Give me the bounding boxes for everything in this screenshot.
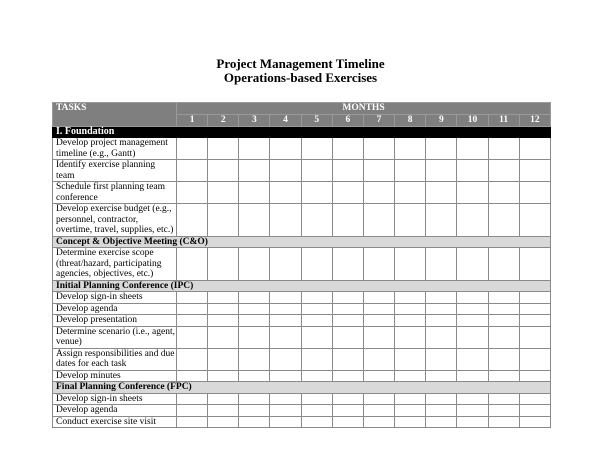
month-cell-5[interactable] (301, 138, 332, 160)
month-cell-11[interactable] (488, 292, 519, 304)
month-cell-8[interactable] (395, 416, 426, 428)
month-cell-9[interactable] (426, 370, 457, 382)
task-row (53, 204, 551, 237)
month-cell-12[interactable] (519, 326, 550, 348)
month-cell-6[interactable] (332, 393, 363, 405)
month-cell-2[interactable] (208, 182, 239, 204)
month-cell-9[interactable] (426, 182, 457, 204)
task-row (53, 326, 551, 348)
month-cell-5[interactable] (301, 204, 332, 237)
month-cell-1[interactable] (177, 370, 208, 382)
month-cell-1[interactable] (177, 303, 208, 315)
section-title: Final Planning Conference (FPC) (53, 382, 551, 394)
task-label: Develop presentation (53, 315, 177, 327)
month-cell-5[interactable] (301, 182, 332, 204)
month-cell-1[interactable] (177, 204, 208, 237)
month-cell-6[interactable] (332, 370, 363, 382)
month-cell-12[interactable] (519, 348, 550, 370)
month-cell-6[interactable] (332, 160, 363, 182)
month-cell-3[interactable] (239, 248, 270, 281)
month-cell-2[interactable] (208, 393, 239, 405)
month-cell-8[interactable] (395, 292, 426, 304)
month-header-12: 12 (519, 115, 550, 127)
month-cell-1[interactable] (177, 292, 208, 304)
month-cell-12[interactable] (519, 292, 550, 304)
month-header-9: 9 (426, 115, 457, 127)
month-cell-5[interactable] (301, 370, 332, 382)
month-cell-3[interactable] (239, 204, 270, 237)
month-header-3: 3 (239, 115, 270, 127)
month-cell-2[interactable] (208, 405, 239, 417)
month-cell-4[interactable] (270, 416, 301, 428)
month-cell-5[interactable] (301, 348, 332, 370)
month-cell-9[interactable] (426, 138, 457, 160)
month-cell-9[interactable] (426, 204, 457, 237)
month-cell-2[interactable] (208, 138, 239, 160)
month-cell-10[interactable] (457, 370, 488, 382)
document-title: Project Management Timeline (216, 56, 385, 71)
month-cell-9[interactable] (426, 160, 457, 182)
month-cell-9[interactable] (426, 303, 457, 315)
section-row (53, 280, 551, 292)
month-cell-11[interactable] (488, 405, 519, 417)
month-cell-9[interactable] (426, 326, 457, 348)
month-cell-2[interactable] (208, 292, 239, 304)
month-cell-5[interactable] (301, 315, 332, 327)
month-cell-2[interactable] (208, 416, 239, 428)
month-cell-4[interactable] (270, 303, 301, 315)
month-header-4: 4 (270, 115, 301, 127)
month-cell-9[interactable] (426, 405, 457, 417)
month-cell-1[interactable] (177, 416, 208, 428)
month-cell-1[interactable] (177, 348, 208, 370)
month-cell-8[interactable] (395, 348, 426, 370)
month-cell-3[interactable] (239, 393, 270, 405)
table-body (53, 126, 551, 428)
month-cell-12[interactable] (519, 370, 550, 382)
month-cell-4[interactable] (270, 326, 301, 348)
document-subtitle: Operations-based Exercises (223, 70, 378, 85)
month-cell-11[interactable] (488, 370, 519, 382)
task-row (53, 182, 551, 204)
month-cell-7[interactable] (363, 326, 394, 348)
month-cell-4[interactable] (270, 393, 301, 405)
month-cell-12[interactable] (519, 204, 550, 237)
task-row (53, 416, 551, 428)
task-label: Develop exercise budget (e.g., personnel, contractor, overtime, travel, supplies, etc.) (53, 204, 177, 237)
task-row (53, 405, 551, 417)
timeline-table (52, 102, 551, 428)
month-cell-9[interactable] (426, 248, 457, 281)
month-cell-12[interactable] (519, 393, 550, 405)
task-row (53, 138, 551, 160)
month-cell-6[interactable] (332, 315, 363, 327)
month-cell-5[interactable] (301, 248, 332, 281)
task-label: Develop project management timeline (e.g., Gantt) (53, 138, 177, 160)
month-cell-8[interactable] (395, 303, 426, 315)
month-cell-11[interactable] (488, 182, 519, 204)
month-cell-5[interactable] (301, 292, 332, 304)
month-cell-6[interactable] (332, 182, 363, 204)
month-cell-1[interactable] (177, 182, 208, 204)
section-row (53, 382, 551, 394)
month-header-6: 6 (332, 115, 363, 127)
month-cell-3[interactable] (239, 182, 270, 204)
task-label: Develop agenda (53, 303, 177, 315)
task-row (53, 315, 551, 327)
month-header-7: 7 (363, 115, 394, 127)
task-row (53, 248, 551, 281)
month-cell-10[interactable] (457, 292, 488, 304)
month-cell-12[interactable] (519, 315, 550, 327)
month-cell-3[interactable] (239, 405, 270, 417)
month-cell-2[interactable] (208, 204, 239, 237)
month-cell-6[interactable] (332, 138, 363, 160)
month-cell-2[interactable] (208, 370, 239, 382)
task-label: Determine exercise scope (threat/hazard, participating agencies, objectives, etc.) (53, 248, 177, 281)
month-header-1: 1 (177, 115, 208, 127)
month-cell-3[interactable] (239, 315, 270, 327)
month-cell-10[interactable] (457, 326, 488, 348)
month-cell-5[interactable] (301, 160, 332, 182)
task-row (53, 348, 551, 370)
month-cell-3[interactable] (239, 292, 270, 304)
month-header-5: 5 (301, 115, 332, 127)
month-cell-9[interactable] (426, 416, 457, 428)
month-cell-5[interactable] (301, 326, 332, 348)
month-cell-8[interactable] (395, 160, 426, 182)
task-label: Develop sign-in sheets (53, 393, 177, 405)
month-cell-4[interactable] (270, 370, 301, 382)
month-cell-1[interactable] (177, 138, 208, 160)
month-cell-5[interactable] (301, 303, 332, 315)
month-cell-5[interactable] (301, 416, 332, 428)
month-cell-7[interactable] (363, 405, 394, 417)
month-cell-2[interactable] (208, 326, 239, 348)
month-cell-1[interactable] (177, 315, 208, 327)
task-row (53, 393, 551, 405)
month-cell-7[interactable] (363, 204, 394, 237)
task-row (53, 370, 551, 382)
month-cell-4[interactable] (270, 138, 301, 160)
task-label: Assign responsibilities and due dates for each task (53, 348, 177, 370)
month-cell-3[interactable] (239, 138, 270, 160)
month-cell-10[interactable] (457, 303, 488, 315)
month-cell-11[interactable] (488, 393, 519, 405)
section-title: I. Foundation (53, 126, 551, 138)
month-cell-1[interactable] (177, 326, 208, 348)
section-title: Concept & Objective Meeting (C&O) (53, 236, 551, 248)
month-cell-11[interactable] (488, 248, 519, 281)
month-cell-10[interactable] (457, 204, 488, 237)
month-cell-10[interactable] (457, 182, 488, 204)
month-cell-6[interactable] (332, 292, 363, 304)
section-row (53, 236, 551, 248)
section-row (53, 126, 551, 138)
month-cell-7[interactable] (363, 182, 394, 204)
section-title: Initial Planning Conference (IPC) (53, 280, 551, 292)
task-label: Develop agenda (53, 405, 177, 417)
month-cell-8[interactable] (395, 138, 426, 160)
month-cell-10[interactable] (457, 393, 488, 405)
month-cell-12[interactable] (519, 248, 550, 281)
month-cell-11[interactable] (488, 138, 519, 160)
month-cell-11[interactable] (488, 315, 519, 327)
month-cell-10[interactable] (457, 160, 488, 182)
month-cell-4[interactable] (270, 248, 301, 281)
month-cell-2[interactable] (208, 303, 239, 315)
month-cell-1[interactable] (177, 160, 208, 182)
month-cell-8[interactable] (395, 315, 426, 327)
month-header-10: 10 (457, 115, 488, 127)
month-cell-6[interactable] (332, 416, 363, 428)
month-cell-11[interactable] (488, 204, 519, 237)
task-row (53, 292, 551, 304)
month-cell-3[interactable] (239, 160, 270, 182)
month-cell-3[interactable] (239, 370, 270, 382)
month-cell-11[interactable] (488, 416, 519, 428)
month-cell-12[interactable] (519, 182, 550, 204)
month-cell-11[interactable] (488, 348, 519, 370)
month-cell-9[interactable] (426, 393, 457, 405)
tasks-header: TASKS (53, 103, 177, 127)
month-cell-9[interactable] (426, 348, 457, 370)
month-cell-6[interactable] (332, 348, 363, 370)
month-cell-12[interactable] (519, 160, 550, 182)
month-cell-12[interactable] (519, 138, 550, 160)
month-cell-4[interactable] (270, 182, 301, 204)
month-cell-1[interactable] (177, 393, 208, 405)
month-cell-7[interactable] (363, 292, 394, 304)
month-cell-7[interactable] (363, 303, 394, 315)
month-cell-12[interactable] (519, 416, 550, 428)
month-cell-10[interactable] (457, 416, 488, 428)
month-cell-6[interactable] (332, 303, 363, 315)
month-cell-4[interactable] (270, 160, 301, 182)
task-row (53, 160, 551, 182)
month-cell-8[interactable] (395, 326, 426, 348)
header-row (53, 103, 551, 115)
month-cell-8[interactable] (395, 393, 426, 405)
month-cell-5[interactable] (301, 405, 332, 417)
month-cell-12[interactable] (519, 405, 550, 417)
month-cell-4[interactable] (270, 405, 301, 417)
month-cell-4[interactable] (270, 204, 301, 237)
month-cell-10[interactable] (457, 138, 488, 160)
month-cell-2[interactable] (208, 248, 239, 281)
month-header-11: 11 (488, 115, 519, 127)
month-cell-7[interactable] (363, 160, 394, 182)
month-cell-10[interactable] (457, 248, 488, 281)
month-cell-2[interactable] (208, 315, 239, 327)
month-cell-4[interactable] (270, 348, 301, 370)
month-cell-11[interactable] (488, 160, 519, 182)
month-cell-4[interactable] (270, 292, 301, 304)
month-cell-7[interactable] (363, 138, 394, 160)
month-cell-7[interactable] (363, 248, 394, 281)
month-cell-11[interactable] (488, 303, 519, 315)
task-label: Determine scenario (i.e., agent, venue) (53, 326, 177, 348)
month-cell-8[interactable] (395, 204, 426, 237)
month-cell-7[interactable] (363, 416, 394, 428)
month-header-8: 8 (395, 115, 426, 127)
month-cell-10[interactable] (457, 348, 488, 370)
task-label: Schedule first planning team conference (53, 182, 177, 204)
task-label: Develop sign-in sheets (53, 292, 177, 304)
month-cell-7[interactable] (363, 393, 394, 405)
month-cell-6[interactable] (332, 248, 363, 281)
month-cell-3[interactable] (239, 326, 270, 348)
month-cell-10[interactable] (457, 315, 488, 327)
month-cell-3[interactable] (239, 416, 270, 428)
month-cell-7[interactable] (363, 348, 394, 370)
month-cell-3[interactable] (239, 348, 270, 370)
month-cell-4[interactable] (270, 315, 301, 327)
month-cell-9[interactable] (426, 292, 457, 304)
month-cell-8[interactable] (395, 370, 426, 382)
month-cell-1[interactable] (177, 248, 208, 281)
month-cell-10[interactable] (457, 405, 488, 417)
month-cell-6[interactable] (332, 326, 363, 348)
task-label: Identify exercise planning team (53, 160, 177, 182)
month-cell-5[interactable] (301, 393, 332, 405)
task-label: Develop minutes (53, 370, 177, 382)
month-cell-8[interactable] (395, 248, 426, 281)
month-cell-9[interactable] (426, 315, 457, 327)
month-header-2: 2 (208, 115, 239, 127)
month-cell-7[interactable] (363, 370, 394, 382)
month-cell-3[interactable] (239, 303, 270, 315)
month-cell-2[interactable] (208, 160, 239, 182)
month-cell-1[interactable] (177, 405, 208, 417)
task-label: Conduct exercise site visit (53, 416, 177, 428)
task-row (53, 303, 551, 315)
month-cell-6[interactable] (332, 405, 363, 417)
month-cell-12[interactable] (519, 303, 550, 315)
month-cell-2[interactable] (208, 348, 239, 370)
month-cell-7[interactable] (363, 315, 394, 327)
month-cell-8[interactable] (395, 405, 426, 417)
months-header: MONTHS (177, 103, 551, 115)
month-cell-8[interactable] (395, 182, 426, 204)
month-cell-6[interactable] (332, 204, 363, 237)
month-cell-11[interactable] (488, 326, 519, 348)
